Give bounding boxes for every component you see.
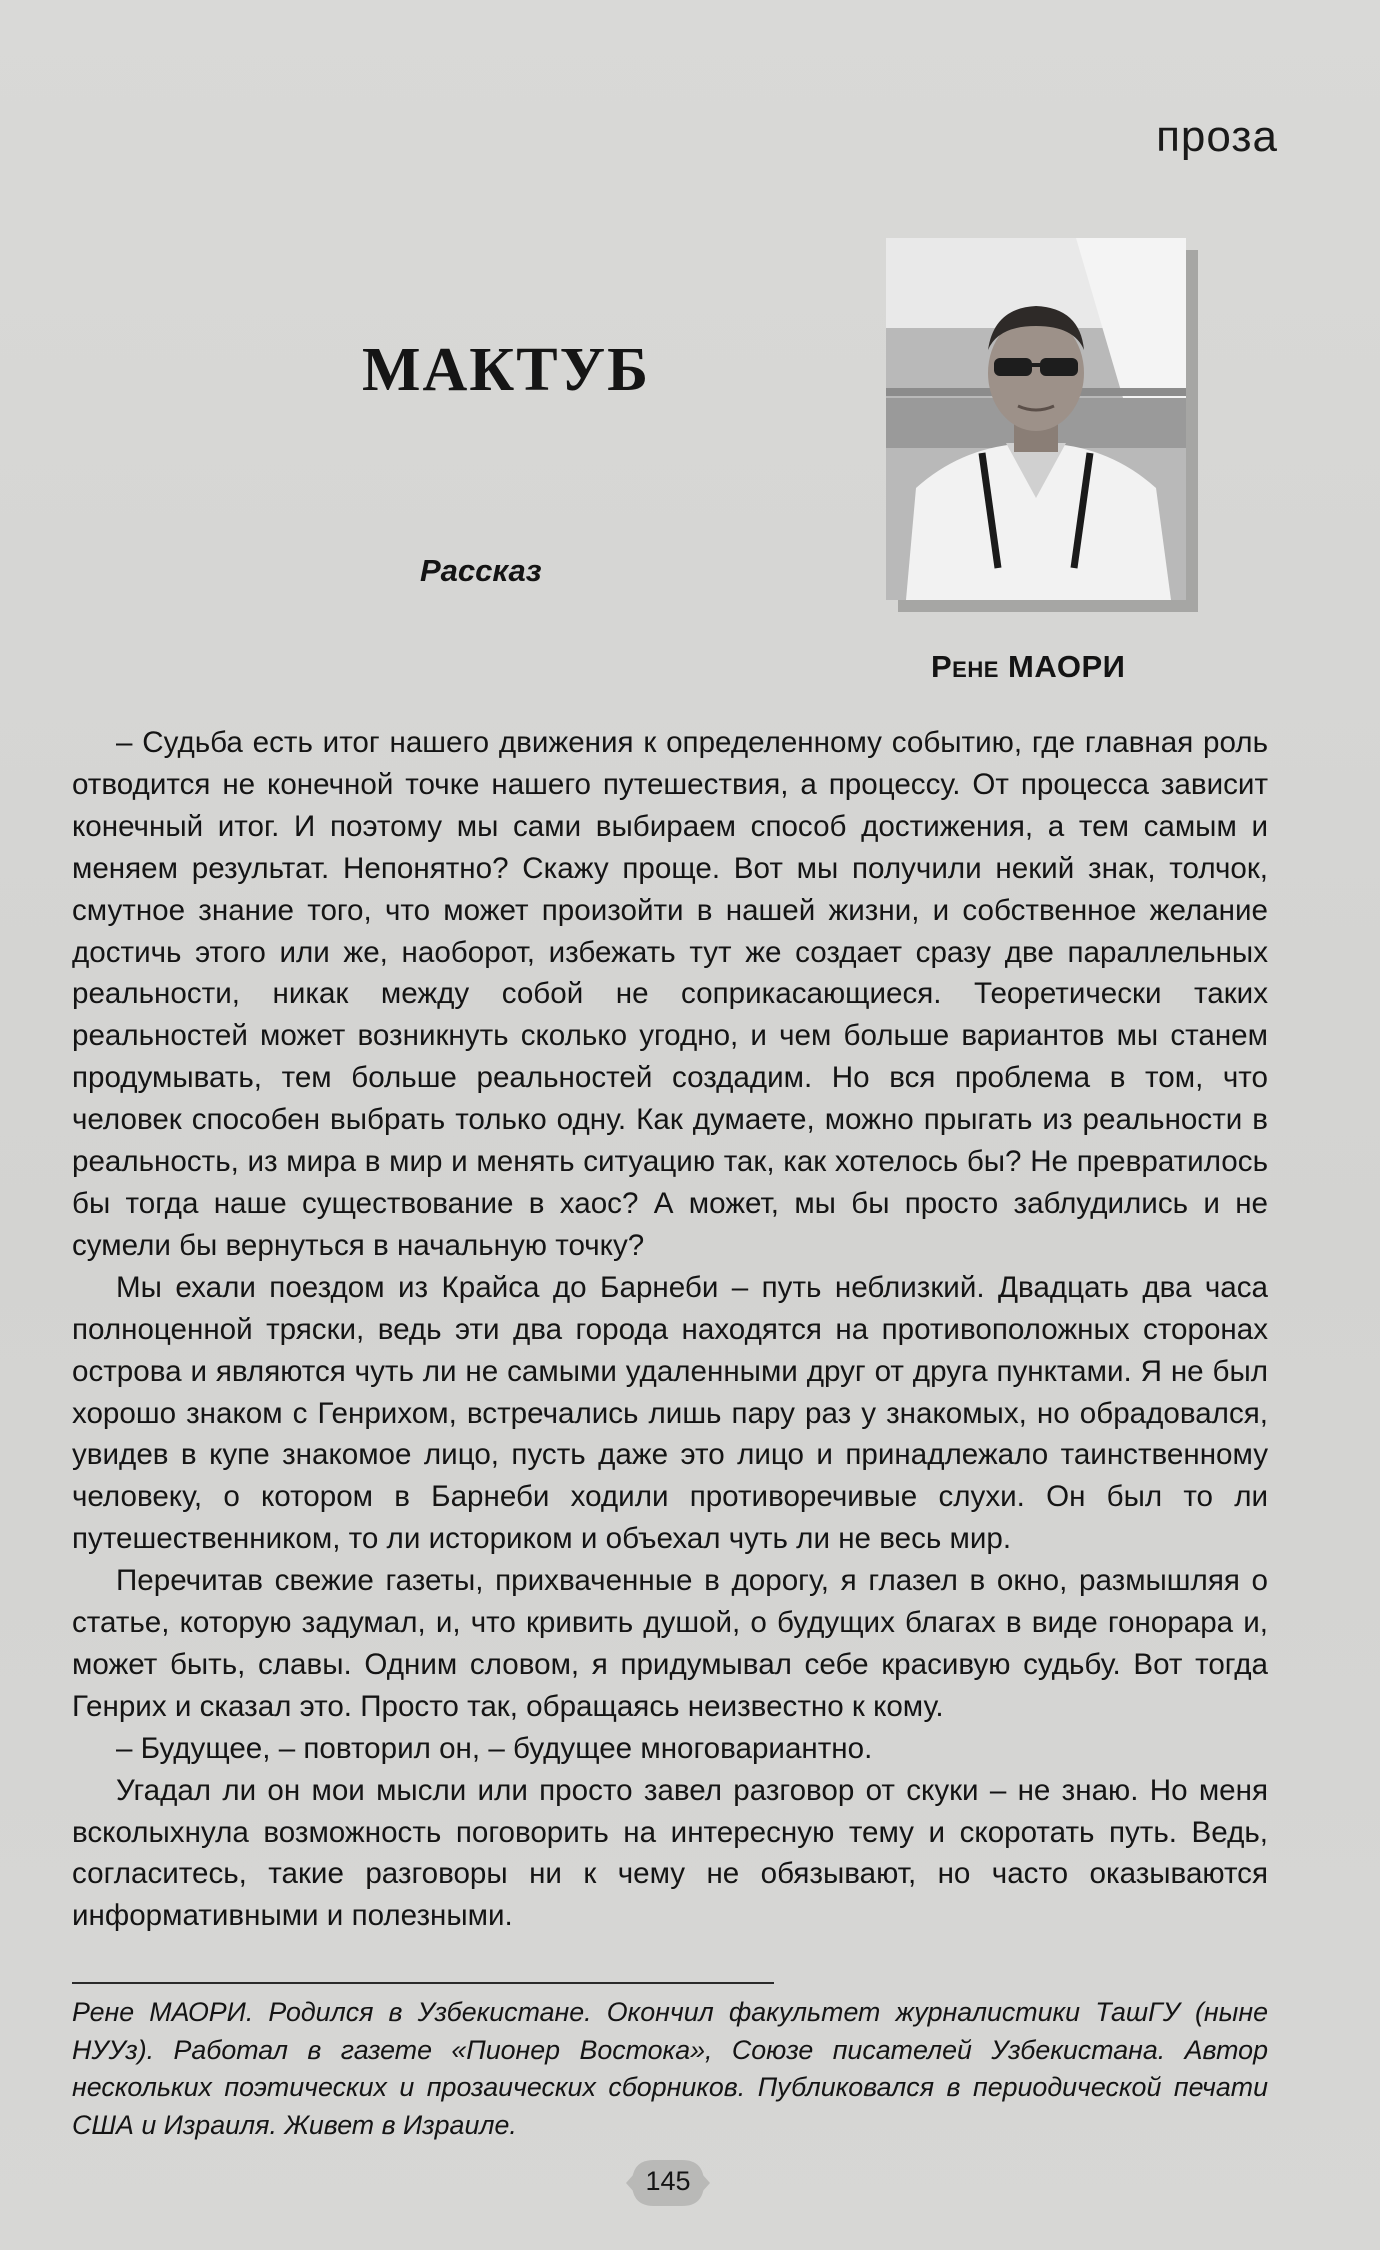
story-paragraph: – Будущее, – повторил он, – будущее многовариантно. [116, 1731, 873, 1765]
author-photo [886, 238, 1186, 600]
page-number: 145 [645, 2166, 691, 2196]
author-portrait [886, 238, 1186, 600]
section-label: проза [1156, 112, 1278, 161]
story-paragraph: – Судьба есть итог нашего движения к определенному событию, где главная роль отводится не конечной точке нашего путешествия, а процессу. От процесса зависит конечный итог. И поэтому мы сами выбираем способ достижения, а тем самым и меняем результат. Непонятно? Скажу проще. Вот мы получили некий знак, толчок, смутное знание того, что может произойти в нашей жизни, и собственное желание достичь этого или же, наоборот, избежать тут же создает сразу две параллельных реальности, никак между собой не соприкасающиеся. Теоретически таких реальностей может возникнуть сколько угодно, и чем больше вариантов мы станем продумывать, тем больше реальностей создадим. Но вся проблема в том, что человек способен выбрать только одну. Как думаете, можно прыгать из реальности в реальность, из мира в мир и менять ситуацию так, как хотелось бы? Не превратилось бы тогда наше существование в хаос? А может, мы бы просто заблудились и не сумели бы вернуться в начальную точку? [72, 726, 1268, 1262]
story-genre: Рассказ [420, 553, 542, 588]
story-body [72, 722, 1268, 1937]
author-first-name: Рене [931, 649, 999, 684]
story-title: МАКТУБ [362, 336, 651, 404]
story-paragraph: Перечитав свежие газеты, прихваченные в дорогу, я глазел в окно, размышляя о статье, которую задумал, и, что кривить душой, о будущих благах в виде гонорара и, может быть, славы. Одним словом, я придумывал себе красивую судьбу. Вот тогда Генрих и сказал это. Просто так, обращаясь неизвестно к кому. [72, 1564, 1268, 1723]
author-bio: Рене МАОРИ. Родился в Узбекистане. Окончил факультет журналистики ТашГУ (ныне НУУз). Работал в газете «Пионер Востока», Союзе писателей Узбекистана. Автор нескольких поэтических и прозаических сборников. Публиковался в периодической печати США и Израиля. Живет в Израиле. [72, 1997, 1268, 2140]
story-paragraph: Угадал ли он мои мысли или просто завел разговор от скуки – не знаю. Но меня всколыхнула возможность поговорить на интересную тему и скоротать путь. Ведь, согласитесь, такие разговоры ни к чему не обязывают, но часто оказываются информативными и полезными. [72, 1773, 1268, 1933]
story-paragraph: Мы ехали поездом из Крайса до Барнеби – путь неблизкий. Двадцать два часа полноценной тряски, ведь эти два города находятся на противоположных сторонах острова и являются чуть ли не самыми удаленными друг от друга пунктами. Я не был хорошо знаком с Генрихом, встречались лишь пару раз у знакомых, но обрадовался, увидев в купе знакомое лицо, пусть даже это лицо и принадлежало таинственному человеку, о котором в Барнеби ходили противоречивые слухи. Он был то ли путешественником, то ли историком и объехал чуть ли не весь мир. [72, 1270, 1268, 1556]
author-last-name: МАОРИ [1008, 649, 1126, 684]
footnote-divider [72, 1982, 774, 1984]
author-name [931, 649, 1125, 685]
